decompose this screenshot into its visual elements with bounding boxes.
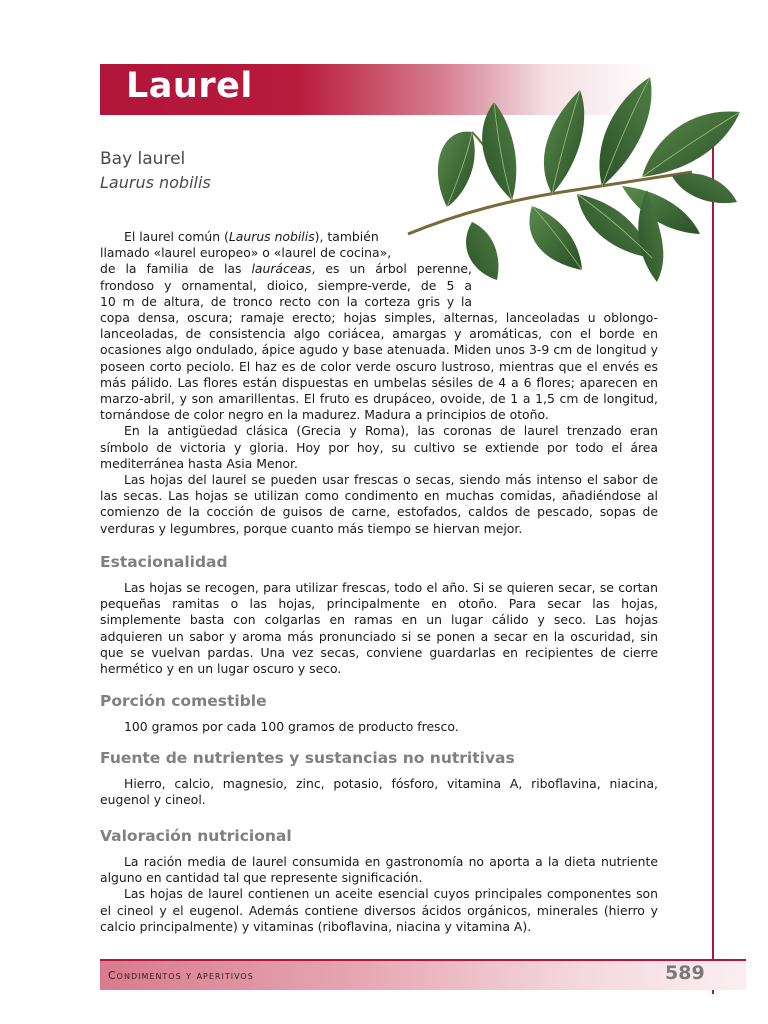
section-paragraph: La ración media de laurel consumida en gastronomía no aporta a la dieta nutriente alguno en cantidad tal que represente significación. [100,854,658,886]
intro-paragraph-1-rest: copa densa, oscura; ramaje erecto; hojas simples, alternas, lanceoladas u oblongo-lanceoladas, de consistencia algo coriácea, amargas y aromáticas, con el borde en ocasiones algo ondulado, ápice agudo y base atenuada. Miden unos 3-9 cm de longitud y poseen corto peciolo. El haz es de color verde oscuro lustroso, mientras que el envés es más pálido. Las flores están dispuestas en umbelas sésiles de 4 a 6 flores; aparecen en marzo-abril, y son amarillentas. El fruto es drupáceo, ovoide, de 1 a 1,5 cm de longitud, tornándose de color negro en la madurez. Madura a principios de otoño. [100,310,658,423]
section-heading-fuente: Fuente de nutrientes y sustancias no nutritivas [100,749,515,767]
section-text-valoracion [100,854,658,935]
intro-text [100,229,658,537]
footer-section-label: Condimentos y aperitivos [108,969,254,982]
intro-paragraph-2: En la antigüedad clásica (Grecia y Roma), las coronas de laurel trenzado eran símbolo de victoria y gloria. Hoy por hoy, su cultivo se extiende por todo el área mediterránea hasta Asia Menor. [100,423,658,471]
intro-paragraph-1-line-5: 10 m de altura, de tronco recto con la corteza gris y la [100,293,472,309]
scientific-name: Laurus nobilis [100,173,211,192]
section-paragraph: Las hojas se recogen, para utilizar frescas, todo el año. Si se quieren secar, se cortan pequeñas ramitas o las hojas, principalmente en otoño. Para secar las hojas, simplemente basta con colgarlas en ramas en un lugar cálido y seco. Las hojas adquieren un sabor y aroma más pronunciado si se ponen a secar en la oscuridad, sin que se vuelvan pardas. Una vez secas, conviene guardarlas en recipientes de cierre hermético y en un lugar oscuro y seco. [100,580,658,677]
section-heading-porcion: Porción comestible [100,692,267,710]
intro-paragraph-3: Las hojas del laurel se pueden usar frescas o secas, siendo más intenso el sabor de las secas. Las hojas se utilizan como condimento en muchas comidas, añadiéndose al comienzo de la cocción de guisos de carne, estofados, caldos de pescado, sopas de verduras y legumbres, porque cuanto más tiempo se hiervan mejor. [100,472,658,536]
section-paragraph: Las hojas de laurel contienen un aceite esencial cuyos principales componentes son el cineol y el eugenol. Además contiene diversos ácidos orgánicos, minerales (hierro y calcio principalmente) y vitaminas (riboflavina, niacina y vitamina A). [100,886,658,934]
section-paragraph: Hierro, calcio, magnesio, zinc, potasio, fósforo, vitamina A, riboflavina, niacina, eugenol y cineol. [100,776,658,808]
page-title: Laurel [126,66,253,106]
section-heading-valoracion: Valoración nutricional [100,827,292,845]
intro-paragraph-1-line-2: llamado «laurel europeo» o «laurel de cocina», [100,245,392,261]
section-text-estacionalidad [100,580,658,677]
section-heading-estacionalidad: Estacionalidad [100,553,228,571]
intro-paragraph-1-line-1: El laurel común (Laurus nobilis), también [124,229,379,244]
footer-banner [100,961,746,990]
intro-paragraph-1-line-3: de la familia de las lauráceas, es un árbol perenne, [100,261,472,277]
section-text-porcion [100,719,658,735]
section-text-fuente [100,776,658,808]
section-paragraph: 100 gramos por cada 100 gramos de producto fresco. [124,719,459,734]
page-number: 589 [665,962,705,984]
intro-paragraph-1-line-4: frondoso y ornamental, dioico, siempre-verde, de 5 a [100,277,472,293]
common-name: Bay laurel [100,149,186,169]
